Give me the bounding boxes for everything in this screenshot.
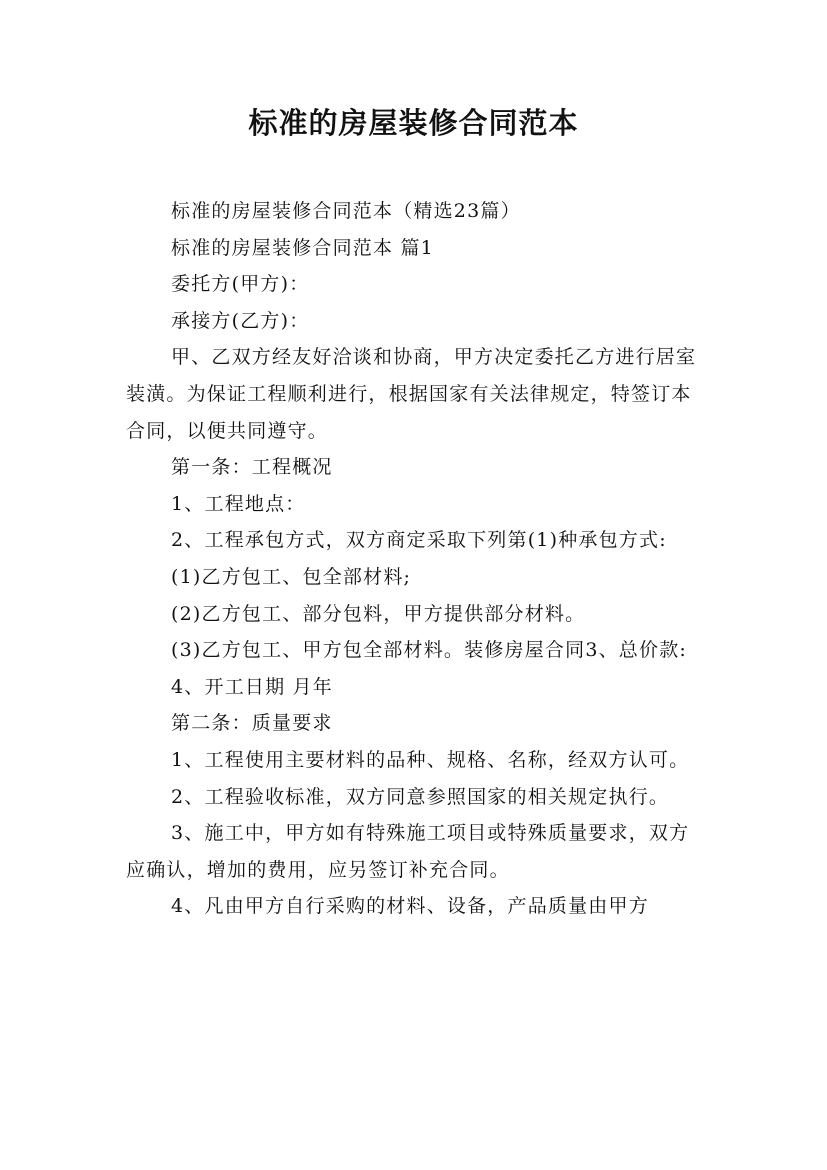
paragraph: (2)乙方包工、部分包料，甲方提供部分材料。	[171, 602, 586, 625]
paragraph: 承接方(乙方)：	[171, 309, 310, 332]
paragraph: (1)乙方包工、包全部材料;	[171, 565, 412, 588]
paragraph: 标准的房屋装修合同范本 篇1	[171, 236, 434, 259]
document-body	[126, 193, 706, 925]
document-title: 标准的房屋装修合同范本	[248, 106, 579, 140]
paragraph: 4、凡由甲方自行采购的材料、设备，产品质量由甲方	[171, 895, 649, 918]
paragraph: 1、工程地点：	[171, 492, 306, 515]
paragraph: 3、施工中，甲方如有特殊施工项目或特殊质量要求，双方应确认，增加的费用，应另签订补充合同。	[126, 822, 690, 881]
paragraph: 1、工程使用主要材料的品种、规格、名称，经双方认可。	[171, 748, 690, 771]
paragraph: 2、工程承包方式，双方商定采取下列第(1)种承包方式:	[171, 529, 667, 552]
paragraph: 4、开工日期 月年	[171, 675, 333, 698]
paragraph: 第二条：质量要求	[171, 712, 333, 735]
paragraph: 委托方(甲方)：	[171, 273, 310, 296]
paragraph: 2、工程验收标准，双方同意参照国家的相关规定执行。	[171, 785, 670, 808]
paragraph: 甲、乙双方经友好洽谈和协商，甲方决定委托乙方进行居室装潢。为保证工程顺利进行，根据国家有关法律规定，特签订本合同，以便共同遵守。	[126, 346, 697, 442]
paragraph: 标准的房屋装修合同范本（精选23篇）	[171, 200, 521, 222]
paragraph: (3)乙方包工、甲方包全部材料。装修房屋合同3、总价款:	[171, 639, 688, 662]
paragraph: 第一条：工程概况	[171, 456, 333, 479]
